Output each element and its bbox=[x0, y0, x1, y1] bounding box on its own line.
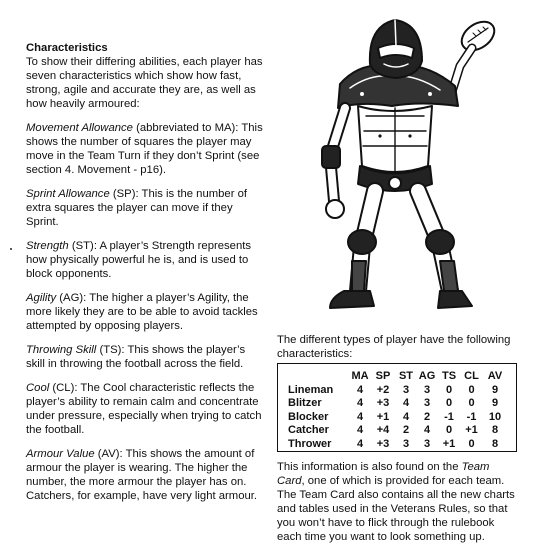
stat-value: 0 bbox=[445, 383, 453, 396]
stat-value: +1 bbox=[465, 424, 478, 436]
print-speck bbox=[10, 248, 12, 250]
stat-value: 0 bbox=[468, 437, 475, 450]
stat-value: 4 bbox=[356, 397, 364, 409]
player-type-name: Blocker bbox=[288, 410, 329, 423]
player-type-name: Catcher bbox=[288, 424, 329, 436]
definition-term: Armour Value bbox=[26, 448, 95, 460]
stat-value: +3 bbox=[376, 397, 390, 409]
stat-value: 3 bbox=[423, 437, 431, 450]
stat-value: 0 bbox=[445, 424, 453, 436]
player-type-name: Lineman bbox=[288, 383, 334, 396]
definition-sprint-allowance bbox=[26, 187, 266, 229]
column-header-ts: TS bbox=[441, 370, 457, 382]
column-header-sp: SP bbox=[375, 370, 391, 382]
team-card-term: Team Card bbox=[277, 461, 490, 487]
stat-value: +1 bbox=[376, 410, 390, 423]
table-row bbox=[288, 397, 507, 411]
stat-value: 3 bbox=[402, 383, 410, 396]
team-card-text-before: This information is also found on the bbox=[277, 461, 462, 473]
definition-agility bbox=[26, 291, 266, 333]
definition-text: (TS): This shows the player’s skill in throwing the football across the field. bbox=[26, 344, 246, 370]
stat-value: 2 bbox=[402, 424, 410, 436]
definition-text: (SP): This is the number of extra squares the player can move if they Sprint. bbox=[26, 188, 248, 228]
player-stats-box bbox=[277, 363, 517, 452]
table-row bbox=[288, 411, 507, 425]
stat-value: 3 bbox=[423, 383, 431, 396]
definition-cool bbox=[26, 381, 266, 437]
stat-value: 8 bbox=[491, 424, 499, 436]
definition-term: Movement Allowance bbox=[26, 122, 133, 134]
team-card-note bbox=[277, 460, 520, 544]
definition-term: Sprint Allowance bbox=[26, 188, 110, 200]
team-card-text-after: , one of which is provided for each team. The Team Card also contains all the new charts and tables used in the Veterans Rules, so that you won’t have to flick through the rulebook each time you want to look something up. bbox=[277, 475, 515, 543]
table-row bbox=[288, 424, 507, 438]
stat-value: 0 bbox=[468, 383, 475, 396]
stat-value: 0 bbox=[468, 397, 475, 409]
stat-value: 3 bbox=[402, 437, 410, 450]
column-header-st: ST bbox=[398, 370, 414, 382]
definition-term: Agility bbox=[26, 292, 57, 304]
column-header-av: AV bbox=[487, 370, 503, 382]
stat-value: +1 bbox=[442, 437, 456, 450]
stat-value: 10 bbox=[488, 410, 502, 423]
definition-term: Throwing Skill bbox=[26, 344, 97, 356]
definition-armour-value bbox=[26, 447, 266, 503]
stat-value: 9 bbox=[491, 397, 499, 409]
player-stats-table bbox=[288, 370, 507, 451]
stat-value: -1 bbox=[466, 410, 477, 423]
player-type-name: Thrower bbox=[288, 437, 332, 450]
column-header-cl: CL bbox=[464, 370, 479, 382]
stats-corner-cell bbox=[288, 370, 350, 384]
stat-value: 4 bbox=[402, 397, 410, 409]
stat-value: 9 bbox=[491, 383, 499, 396]
table-row bbox=[288, 438, 507, 452]
table-row bbox=[288, 384, 507, 398]
stat-value: 2 bbox=[423, 410, 431, 423]
stat-value: 4 bbox=[356, 410, 364, 423]
definition-throwing-skill bbox=[26, 343, 266, 371]
stat-value: 4 bbox=[356, 437, 364, 450]
definition-strength bbox=[26, 239, 266, 281]
definition-text: (AG): The higher a player’s Agility, the more likely they are to be able to avoid tackles attempted by opposing players. bbox=[26, 292, 258, 332]
stat-value: 3 bbox=[423, 397, 431, 409]
stat-value: -1 bbox=[444, 410, 454, 423]
definition-movement-allowance bbox=[26, 121, 266, 177]
definition-text: (ST): A player’s Strength represents how physically powerful he is, and is used to block opponents. bbox=[26, 240, 252, 280]
characteristics-section bbox=[26, 41, 266, 513]
stat-value: 4 bbox=[402, 410, 410, 423]
stat-value: +4 bbox=[376, 424, 390, 436]
stat-value: 4 bbox=[423, 424, 431, 436]
column-header-ag: AG bbox=[418, 370, 436, 382]
player-type-name: Blitzer bbox=[288, 397, 322, 409]
stat-value: 4 bbox=[356, 383, 364, 396]
stat-value: +3 bbox=[376, 437, 390, 450]
definition-term: Strength bbox=[26, 240, 69, 252]
stat-value: 8 bbox=[491, 437, 499, 450]
stat-value: +2 bbox=[376, 383, 390, 396]
definition-text: (abbreviated to MA): This shows the number of squares the player may move in the Team Turn if they don’t Sprint (see section 4. Movement - p16). bbox=[26, 122, 263, 176]
definition-text: (AV): This shows the amount of armour the player is wearing. The higher the number, the more armour the player has on. Catchers, for example, have very light armour. bbox=[26, 448, 258, 502]
stats-header-row bbox=[288, 370, 507, 384]
stat-value: 0 bbox=[445, 397, 453, 409]
definition-text: (CL): The Cool characteristic reflects the player’s ability to remain calm and concentrate under pressure, especially when trying to catch the football. bbox=[26, 382, 262, 436]
intro-paragraph: To show their differing abilities, each player has seven characteristics which show how fast, strong, agile and accurate they are, as well as how heavily armoured: bbox=[26, 56, 263, 110]
column-header-ma: MA bbox=[351, 370, 369, 382]
stat-value: 4 bbox=[356, 424, 364, 436]
definition-term: Cool bbox=[26, 382, 50, 394]
section-heading: Characteristics bbox=[26, 42, 108, 54]
player-types-intro: The different types of player have the following characteristics: bbox=[277, 334, 511, 360]
armoured-player-illustration bbox=[300, 6, 505, 324]
